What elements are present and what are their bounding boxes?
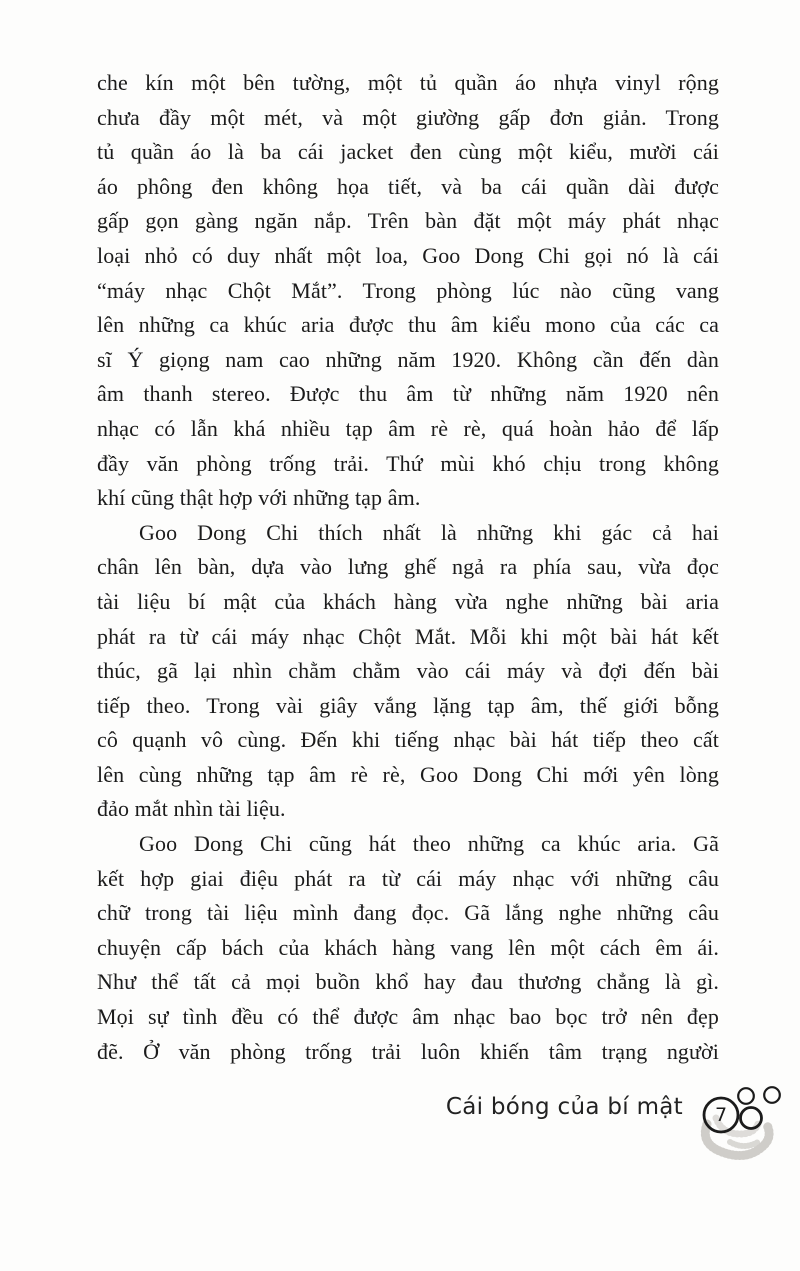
text-line: âm thanh stereo. Được thu âm từ những năm 1920 nên <box>97 381 719 407</box>
text-line: khí cũng thật hợp với những tạp âm. <box>97 485 421 511</box>
paragraph <box>97 66 719 516</box>
text-line: đảo mắt nhìn tài liệu. <box>97 796 286 822</box>
text-line: loại nhỏ có duy nhất một loa, Goo Dong Chi gọi nó là cái <box>97 242 719 268</box>
text-line: lên cùng những tạp âm rè rè, Goo Dong Chi mới yên lòng <box>97 761 719 787</box>
text-line: cô quạnh vô cùng. Đến khi tiếng nhạc bài hát tiếp theo cất <box>97 727 719 753</box>
paragraph <box>97 827 719 1069</box>
paragraph <box>97 516 719 827</box>
text-line: Goo Dong Chi thích nhất là những khi gác cả hai <box>139 519 719 545</box>
body-text <box>97 66 719 1069</box>
text-line: đẽ. Ở văn phòng trống trải luôn khiến tâm trạng người <box>97 1038 719 1064</box>
text-line: thúc, gã lại nhìn chằm chằm vào cái máy và đợi đến bài <box>97 658 719 684</box>
text-line: che kín một bên tường, một tủ quần áo nhựa vinyl rộng <box>97 70 719 95</box>
text-line: chưa đầy một mét, và một giường gấp đơn giản. Trong <box>97 104 719 130</box>
page-number-circle <box>704 1098 738 1132</box>
text-line: gấp gọn gàng ngăn nắp. Trên bàn đặt một máy phát nhạc <box>97 208 719 234</box>
text-line: Như thể tất cả mọi buồn khổ hay đau thương chẳng là gì. <box>97 969 719 995</box>
text-line: tiếp theo. Trong vài giây vắng lặng tạp âm, thế giới bỗng <box>97 692 719 718</box>
text-line: sĩ Ý giọng nam cao những năm 1920. Không cần đến dàn <box>97 346 719 372</box>
decor-circle-small-2 <box>764 1087 780 1103</box>
running-title: Cái bóng của bí mật <box>445 1094 683 1120</box>
decor-circle-small-1 <box>738 1088 754 1104</box>
decor-circle-medium <box>741 1108 762 1129</box>
text-line: Mọi sự tình đều có thể được âm nhạc bao bọc trở nên đẹp <box>97 1004 719 1030</box>
text-line: “máy nhạc Chột Mắt”. Trong phòng lúc nào cũng vang <box>97 277 719 303</box>
text-line: chân lên bàn, dựa vào lưng ghế ngả ra phía sau, vừa đọc <box>97 554 719 580</box>
text-line: phát ra từ cái máy nhạc Chột Mắt. Mỗi khi một bài hát kết <box>97 623 719 649</box>
text-line: áo phông đen không họa tiết, và ba cái quần dài được <box>97 173 719 199</box>
pencil-scribble-texture <box>705 1118 769 1156</box>
text-line: đầy văn phòng trống trải. Thứ mùi khó chịu trong không <box>97 450 719 476</box>
text-line: lên những ca khúc aria được thu âm kiểu mono của các ca <box>97 312 719 338</box>
page-number: 7 <box>714 1104 728 1126</box>
text-line: nhạc có lẫn khá nhiều tạp âm rè rè, quá hoàn hảo để lấp <box>97 415 719 441</box>
text-line: kết hợp giai điệu phát ra từ cái máy nhạc với những câu <box>97 865 719 891</box>
text-line: Goo Dong Chi cũng hát theo những ca khúc aria. Gã <box>139 831 719 857</box>
text-line: tủ quần áo là ba cái jacket đen cùng một kiểu, mười cái <box>97 139 719 165</box>
page-number-ornament-circles-icon <box>690 1072 800 1187</box>
text-line: tài liệu bí mật của khách hàng vừa nghe những bài aria <box>97 588 719 614</box>
text-line: chữ trong tài liệu mình đang đọc. Gã lắng nghe những câu <box>97 900 719 926</box>
text-line: chuyện cấp bách của khách hàng vang lên một cách êm ái. <box>97 934 719 960</box>
